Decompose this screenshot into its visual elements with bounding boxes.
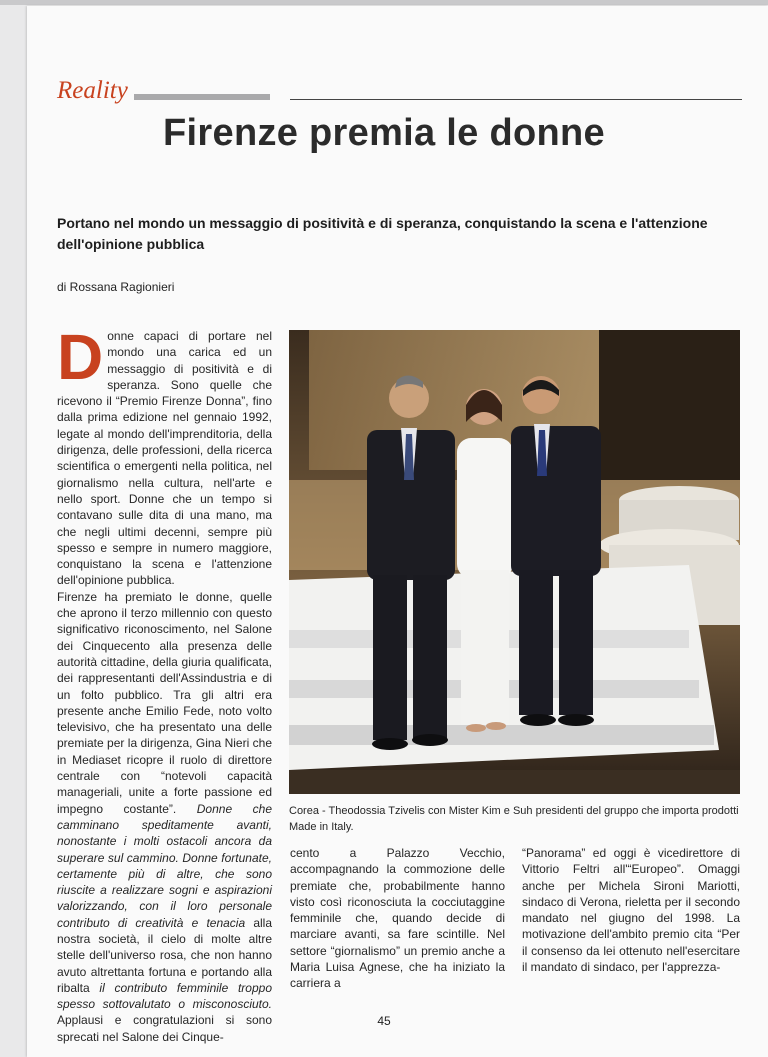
paragraph-2-text-a: Firenze ha premiato le donne, quelle che aprono il terzo millennio con questo significativo riconoscimento, nel Salone dei Cinquecento alla presenza delle autorità cittadine, della giuria qualificata, dei rappresentanti dell'Assindustria e di un folto pubblico. Tra gli altri era presente anche Emilio Fede, noto volto televisivo, che ha presentato una delle premiate per la dirigenza, Gina Nieri che in Mediaset ricopre il ruolo di direttore centrale con “notevoli capacità manageriali, unite a forte passione ed impegno costante”. [57,589,272,816]
paragraph-2-text-c: Applausi e congratulazioni si sono sprecati nel Salone dei Cinque- [57,1013,272,1044]
paragraph-2-italic-1: Donne che camminano speditamente avanti, nonostante i molti ostacoli ancora da superare sul cammino. Donne fortunate, certamente più di altre, che sono riuscite a realizzare sogni e aspirazioni valorizzando, con il loro personale contributo di creatività e tenacia [57,801,272,930]
text-column-2: cento a Palazzo Vecchio, accompagnando la commozione delle premiate che, probabilmente hanno visto così riconosciuta la cocciutaggine femminile che, quando decide di marciare avanti, sa fare scintille. Nel settore “giornalismo” un premio anche a Maria Luisa Agnese, che ha iniziato la carriera a [290,846,505,991]
paragraph-1 [57,321,272,589]
photo-caption: Corea - Theodossia Tzivelis con Mister Kim e Suh presidenti del gruppo che importa prodotti Made in Italy. [289,805,739,833]
scan-top-edge [0,0,768,5]
paragraph-2-italic-2: il contributo femminile troppo spesso sottovalutato o misconosciuto. [57,980,272,1012]
article-subtitle: Portano nel mondo un messaggio di positività e di speranza, conquistando la scena e l'attenzione dell'opinione pubblica [57,215,708,252]
paragraph-2 [57,589,272,1045]
paragraph-1-text: onne capaci di portare nel mondo una carica ed un messaggio di positività e di speranza. Sono quelle che ricevono il “Premio Firenze Donna”, fino dalla prima edizione nel gennaio 1992, legate al mondo dell'imprenditoria, della dirigenza, delle professioni, della ricerca scientifica o emergenti nella politica, nel giornalismo nella cultura, nell'arte e nello sport. Donne che un tempo si contavano sulle dita di una mano, ma che negli ultimi decenni, sempre più spesso e sempre in numero maggiore, conquistano la scena e l'attenzione dell'opinione pubblica. [57,329,272,588]
page-number: 45 [377,1014,391,1028]
paragraph-2-text-b: alla nostra società, il cielo di molte altre stelle dell'universo rosa, che non hanno avuto altrettanta fortuna e portando alla ribalta [57,915,272,995]
byline: di Rossana Ragionieri [57,280,175,294]
text-column-3: “Panorama” ed oggi è vicedirettore di Vittorio Feltri all'“Europeo”. Omaggi anche per Michela Sironi Mariotti, sindaco di Verona, rieletta per il secondo mandato nel giugno del 1998. La motivazione dell'ambito premio cita “Per il consenso da lei ottenuto nell'esercitare il mandato di sindaco, per l'apprezza- [522,846,740,975]
award-photo [289,330,740,794]
article-title: Firenze premia le donne [163,112,605,154]
drop-cap: D [57,321,104,393]
section-bar [134,94,270,100]
section-label: Reality [57,77,128,104]
photo-illustration [289,330,740,794]
header-rule [290,99,742,100]
text-column-1 [57,321,272,1045]
